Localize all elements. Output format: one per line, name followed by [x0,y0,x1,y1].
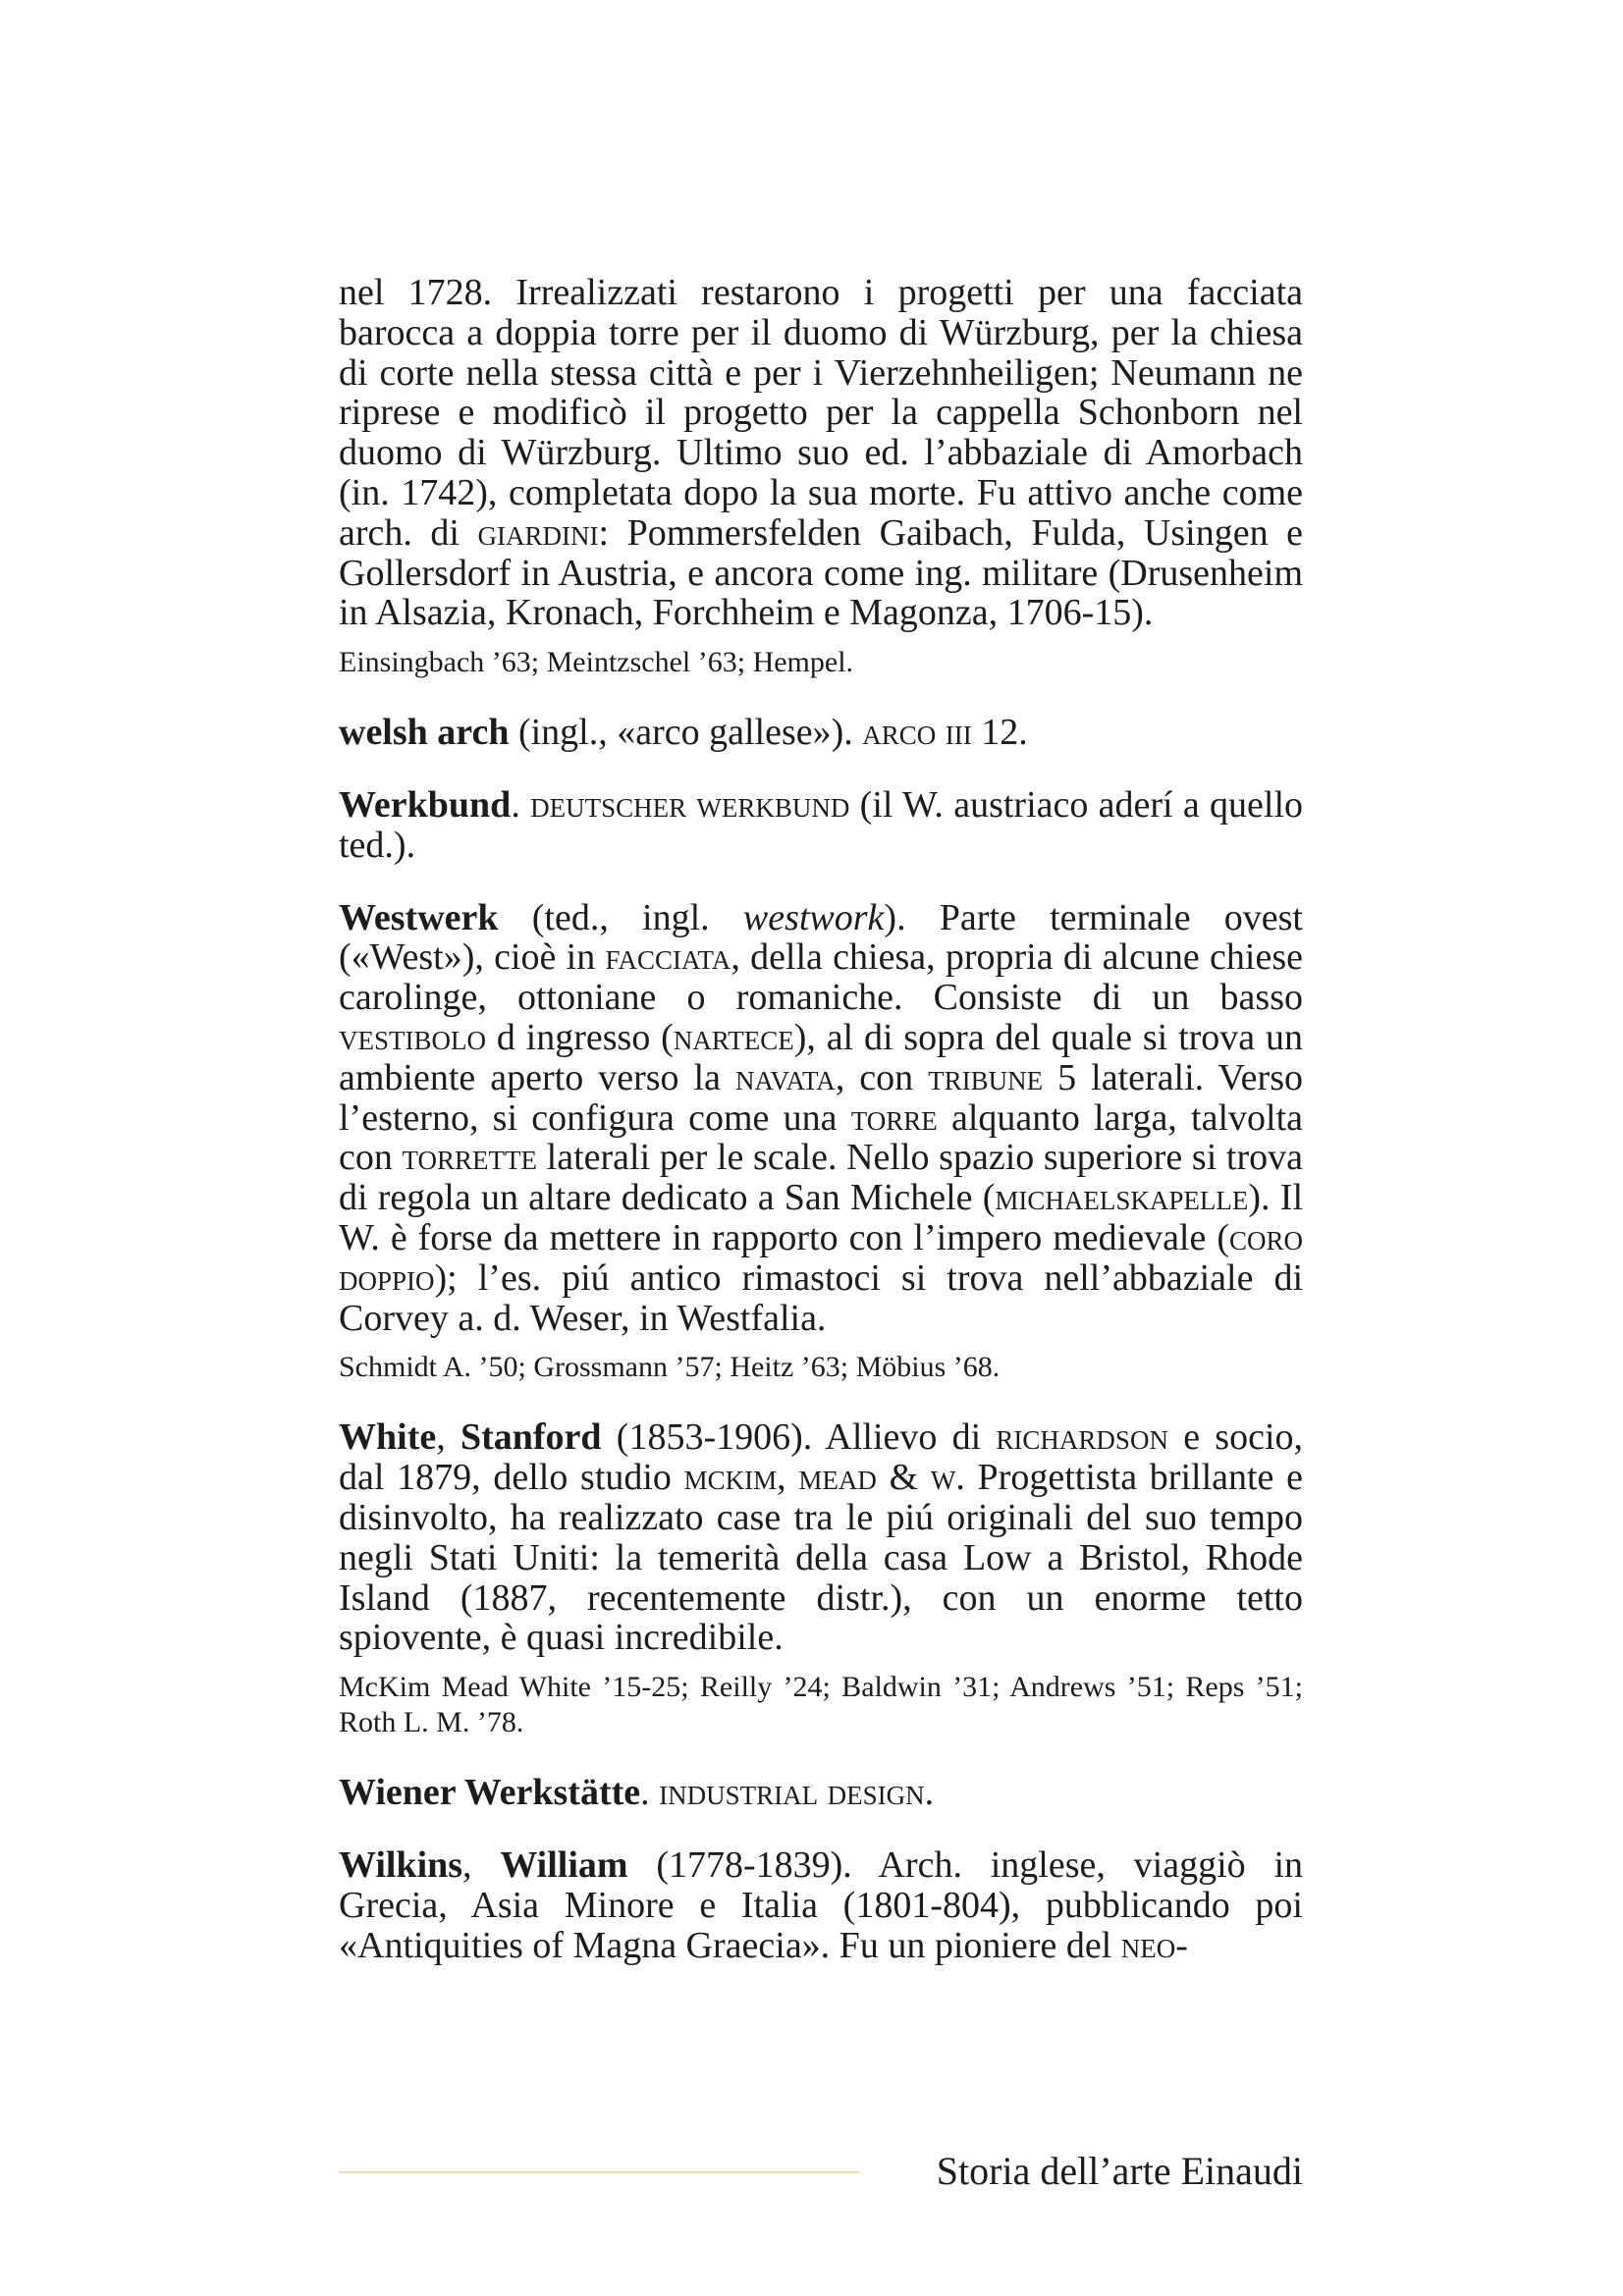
bibliography: McKim Mead White ’15-25; Reilly ’24; Baldwin ’31; Andrews ’51; Reps ’51; Roth L. M. ’78. [339,1671,1303,1739]
headword: Wiener Werkstätte [339,1772,641,1814]
cross-reference[interactable]: arco iii 12 [862,712,1019,754]
cross-reference[interactable]: tribune [928,1056,1044,1098]
cross-reference[interactable]: navata [734,1056,836,1098]
entry-wiener-werkstatte [339,1773,1303,1813]
entry-westwerk [339,898,1303,1386]
foreign-term: westwork [742,896,885,938]
cross-reference[interactable]: neo- [1120,1924,1188,1966]
cross-reference[interactable]: vestibolo [339,1016,486,1058]
cross-reference[interactable]: nartece [673,1016,794,1058]
cross-reference[interactable]: michaelskapelle [995,1177,1249,1219]
cross-reference[interactable]: giardini [477,511,599,554]
entry-text: Westwerk (ted., ingl. westwork). Parte terminale ovest («West»), cioè in facciata, della chiesa, propria di alcune chiese carolinge, ottoniane o romaniche. Consiste di un basso vestibolo d ingresso (nartece), al di sopra del quale si trova un ambiente aperto verso la navata, con tribune 5 laterali. Verso l’esterno, si configura come una torre alquanto larga, talvolta con torrette laterali per le scale. Nello spazio superiore si trova di regola un altare dedicato a San Michele (michaelskapelle). Il W. è forse da mettere in rapporto con l’impero medievale (coro doppio); l’es. piú antico rimastoci si trova nell’abbaziale di Corvey a. d. Weser, in Westfalia. [339,896,1303,1339]
headword-forename: Stanford [460,1416,602,1459]
footer-title: Storia dell’arte Einaudi [936,2149,1303,2193]
entry-text: Werkbund. deutscher werkbund (il W. austriaco aderí a quello ted.). [339,783,1303,866]
cross-reference[interactable]: coro doppio [339,1216,1303,1299]
entry-text: welsh arch (ingl., «arco gallese»). arco iii 12. [339,712,1028,754]
entry-werkbund [339,785,1303,866]
headword: welsh arch [339,712,510,754]
bibliography: Schmidt A. ’50; Grossmann ’57; Heitz ’63; Möbius ’68. [339,1351,1001,1384]
headword: Wilkins [339,1843,463,1886]
cross-reference[interactable]: deutscher werkbund [530,783,850,826]
cross-reference[interactable]: richardson [996,1416,1168,1459]
headword: Werkbund [339,783,512,826]
bibliography: Einsingbach ’63; Meintzschel ’63; Hempel. [339,646,854,679]
cross-reference[interactable]: torre [850,1096,938,1139]
cross-reference[interactable]: industrial design [659,1772,925,1814]
entry-text: nel 1728. Irrealizzati restarono i progetti per una facciata barocca a doppia torre per il duomo di Würzburg, per la chiesa di corte nella stessa città e per i Vierzehnheiligen; Neumann ne riprese e modificò il progetto per la cappella Schonborn nel duomo di Würzburg. Ultimo suo ed. l’abbaziale di Amorbach (in. 1742), completata dopo la sua morte. Fu attivo anche come arch. di giardini: Pommersfelden Gaibach, Fulda, Usingen e Gollersdorf in Austria, e ancora come ing. militare (Drusenheim in Alsazia, Kronach, Forchheim e Magonza, 1706-15). [339,272,1303,634]
entry-text: Wilkins, William (1778-1839). Arch. inglese, viaggiò in Grecia, Asia Minore e Italia (1801-804), pubblicando poi «Antiquities of Magna Graecia». Fu un pioniere del neo- [339,1843,1303,1966]
entry-welsh-arch [339,713,1303,753]
footer-rule [339,2171,859,2173]
headword: Westwerk [339,896,499,938]
headword-forename: William [500,1843,628,1886]
cross-reference[interactable]: torrette [402,1137,538,1179]
entry-continuation [339,273,1303,680]
entry-text: White, Stanford (1853-1906). Allievo di richardson e socio, dal 1879, dello studio mckim, mead & w. Progettista brillante e disinvolto, ha realizzato case tra le piú originali del suo tempo negli Stati Uniti: la temerità della casa Low a Bristol, Rhode Island (1887, recentemente distr.), con un enorme tetto spiovente, è quasi incredibile. [339,1416,1304,1659]
entry-white-stanford [339,1417,1303,1740]
entry-wilkins-william [339,1845,1303,1965]
headword: White [339,1416,437,1459]
entry-text: Wiener Werkstätte. industrial design. [339,1772,935,1814]
cross-reference[interactable]: facciata [605,936,731,979]
cross-reference[interactable]: mckim, mead & w [683,1457,956,1499]
text-column [339,273,1303,1965]
